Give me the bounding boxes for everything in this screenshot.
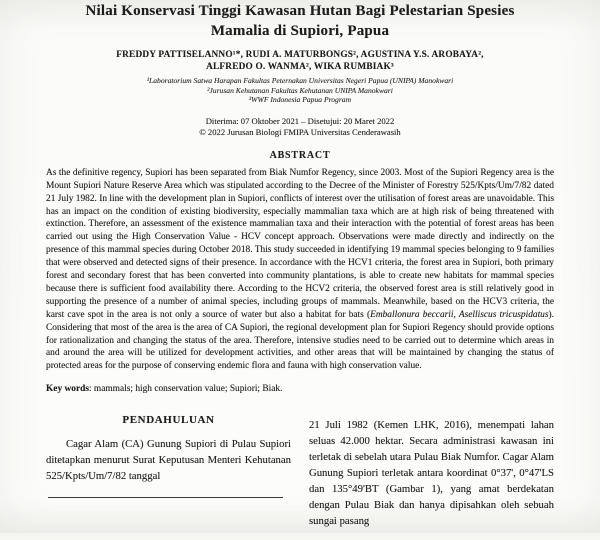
affiliation-line-3: ³WWF Indonesia Papua Program [248, 95, 352, 105]
author-line-2: ALFREDO O. WANMA², WIKA RUMBIAK³ [206, 61, 394, 72]
received-accepted-line: Diterima: 07 Oktober 2021 – Disetujui: 20 Maret 2022 [205, 115, 395, 126]
intro-paragraph-right: 21 Juli 1982 (Kemen LHK, 2016), menempati lahan seluas 42.000 hektar. Secara administrasi kawasan ini terletak di sebelah utara Pulau Biak Numfor. Cagar Alam Gunung Supiori terletak antara koordinat 0°37', 0°47'LS dan 135°49'BT (Gambar 1), yang amat berdekatan dengan Pulau Biak dan hanya dipisahkan oleh sebuah sungai pasang [309, 419, 554, 528]
affiliations [46, 76, 554, 105]
paper-title [46, 2, 554, 41]
abstract-text-part2: ). Considering that most of the area is the area of CA Supiori, the regional development plan for Supiori Regency should provide options for rationalization and changing the status of the area. Therefore, intensive studies need to be carried out to determine which areas in and around the area will be utilized for development activities, and other areas that will be maintained by changing the status of protected areas for the purpose of conserving endemic flora and fauna with high conservation value. [46, 309, 554, 372]
author-line-1: FREDDY PATTISELANNO¹*, RUDI A. MATURBONGS², AGUSTINA Y.S. AROBAYA², [116, 50, 484, 60]
keywords-line [46, 383, 554, 396]
copyright-line: © 2022 Jurusan Biologi FMIPA Universitas Cenderawasih [199, 127, 401, 138]
paper-title-line-1: Nilai Konservasi Tinggi Kawasan Hutan Bagi Pelestarian Spesies [85, 3, 515, 19]
right-column [309, 407, 554, 540]
footnote-divider [48, 497, 283, 498]
keywords-label: Key words [46, 383, 89, 394]
keywords-text: : mammals; high conservation value; Supiori; Biak. [88, 383, 283, 394]
affiliation-line-1: ¹Laboratorium Satwa Harapan Fakultas Peternakan Universitas Negeri Papua (UNIPA) Manokwari [146, 76, 454, 85]
abstract-species-italic: Emballonura beccarii, Aselliscus tricuspidatus [370, 309, 549, 320]
abstract-text-part1: As the definitive regency, Supiori has been separated from Biak Numfor Regency, since 2003. Most of the Supiori Regency area is the Mount Supiori Nature Reserve Area which was stipulated according to the Decree of the Minister of Forestry 525/Kpts/Um/7/82 dated 21 July 1982. In line with the development plan in Supiori, conflicts of interest over the utilisation of forest areas are unavoidable. This has an impact on the condition of existing biodiversity, especially mammalian taxa which are at high risk of being threatened with extinction. Therefore, an assessment of the existence mammalian taxa and their interaction with the potential of forest areas has been carried out using the High Conservation Value - HCV concept approach. Observations were made directly and indirectly on the presence of this mammal species during October 2018. This study succeeded in identifying 19 mammal species belonging to 9 families that were observed and detected signs of their presence. In accordance with the HCV1 criteria, the forest area in Supiori, both primary forest and secondary forest that has been converted into community plantations, is able to create new habitats for mammal species because there is sufficient food availability there. According to the HCV2 criteria, the observed forest area is still relatively good in supporting the presence of a number of animal species, including groups of mammals. Meanwhile, based on the HCV3 criteria, the karst cave spot in the area is not only a source of water but also a habitat for bats ( [46, 167, 554, 320]
abstract-heading: ABSTRACT [269, 149, 331, 161]
intro-paragraph-left: Cagar Alam (CA) Gunung Supiori di Pulau Supiori ditetapkan menurut Surat Keputusan Menteri Kehutanan 525/Kpts/Um/7/82 tanggal [46, 438, 291, 483]
two-column-section [46, 407, 554, 540]
left-column [46, 407, 291, 507]
abstract-paragraph [46, 167, 554, 374]
affiliation-line-2: ²Jurusan Kehutanan Fakultas Kehutanan UNIPA Manokwari [207, 85, 393, 95]
article-meta [46, 116, 554, 139]
author-list [46, 50, 554, 73]
paper-title-line-2: Mamalia di Supiori, Papua [210, 22, 390, 39]
intro-heading: PENDAHULUAN [122, 413, 215, 426]
